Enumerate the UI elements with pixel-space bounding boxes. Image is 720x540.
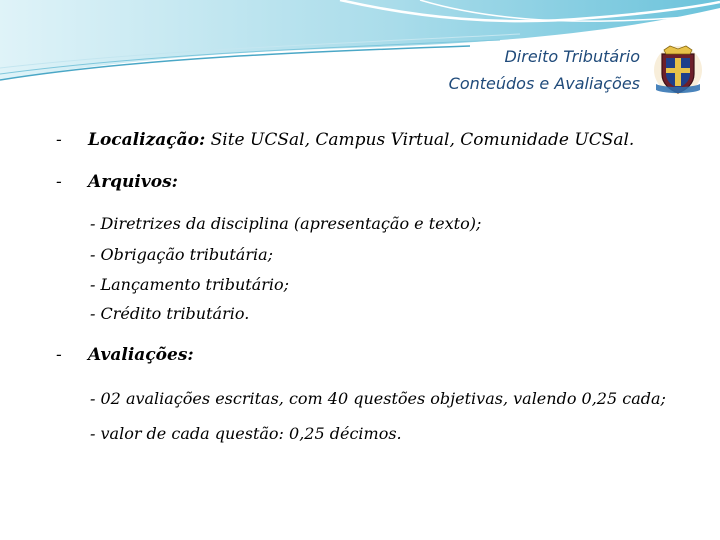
list-item-avaliacoes: [88, 345, 194, 365]
sub-item: - Crédito tributário.: [90, 304, 250, 323]
sub-item: - Lançamento tributário;: [90, 275, 290, 294]
list-item-arquivos: [88, 172, 178, 192]
item-label: Localização:: [88, 130, 206, 150]
sub-item: - valor de cada questão: 0,25 décimos.: [90, 424, 402, 443]
slide-title: Direito Tributário: [504, 47, 640, 66]
sub-item: - 02 avaliações escritas, com 40 questões objetivas, valendo 0,25 cada;: [90, 389, 666, 408]
sub-item: - Obrigação tributária;: [90, 245, 274, 264]
sub-item: - Diretrizes da disciplina (apresentação e texto);: [90, 214, 482, 233]
bullet-marker: -: [56, 172, 62, 192]
bullet-marker: -: [56, 130, 62, 150]
item-label: Arquivos:: [88, 172, 178, 192]
list-item-localizacao: [88, 130, 634, 150]
slide-subtitle: Conteúdos e Avaliações: [448, 74, 640, 93]
university-crest-icon: [652, 44, 704, 96]
item-text: Site UCSal, Campus Virtual, Comunidade UCSal.: [205, 130, 635, 150]
item-label: Avaliações:: [88, 345, 194, 365]
bullet-marker: -: [56, 345, 62, 365]
